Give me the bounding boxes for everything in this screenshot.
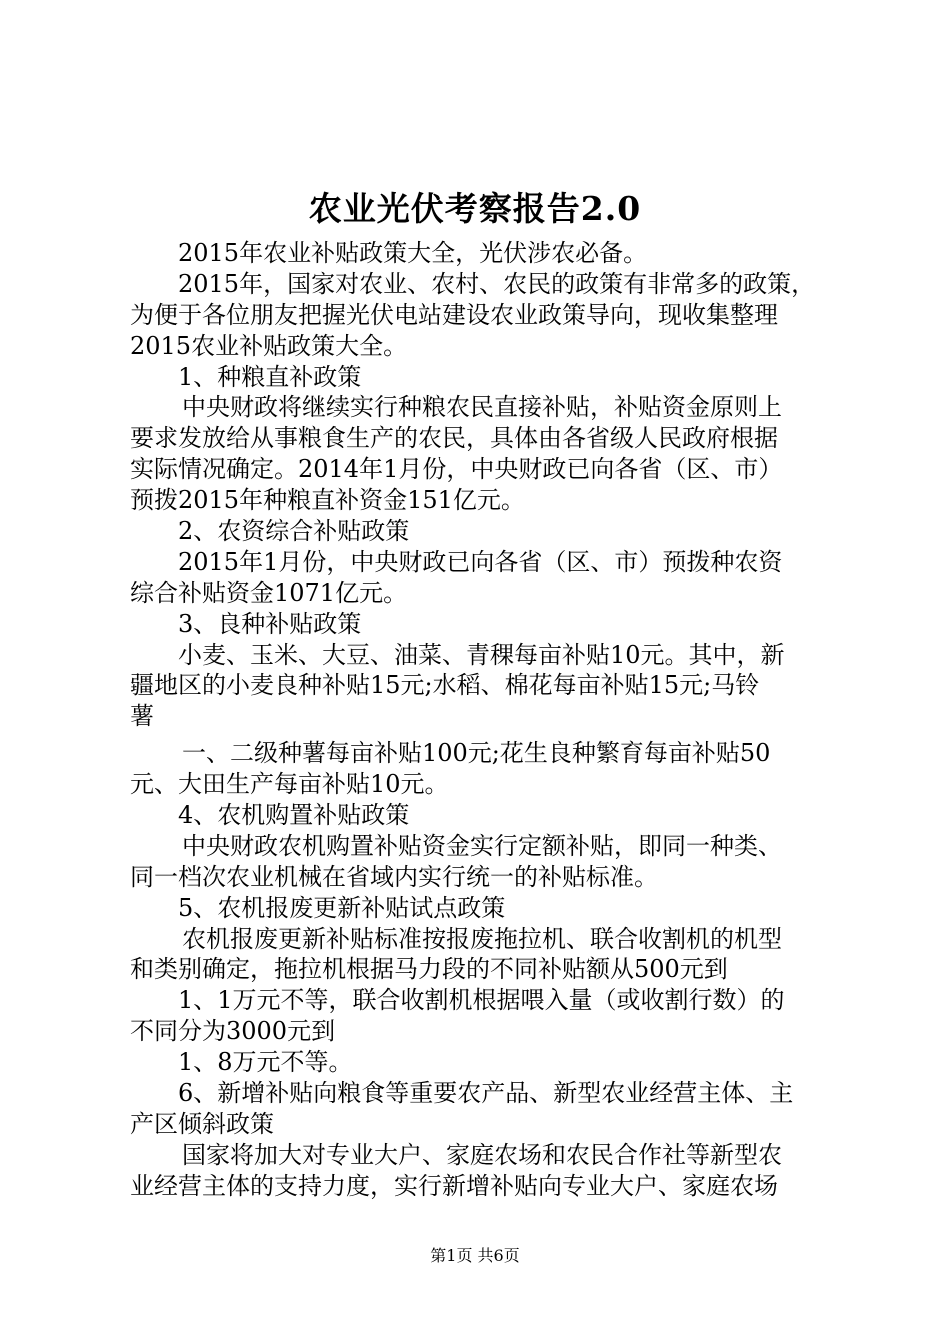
section-heading: 3、良种补贴政策 <box>178 609 362 638</box>
text-line: 综合补贴资金1071亿元。 <box>130 578 408 607</box>
text-line: 1、1万元不等，联合收割机根据喂入量（或收割行数）的 <box>178 986 785 1015</box>
section-heading: 1、种粮直补政策 <box>178 362 362 391</box>
page-footer <box>0 1244 950 1268</box>
text-line: 2015年1月份，中央财政已向各省（区、市）预拨种农资 <box>178 547 783 576</box>
text-line: 预拨2015年种粮直补资金151亿元。 <box>130 486 525 515</box>
document-title: 农业光伏考察报告2.0 <box>308 189 642 228</box>
text-line: 2015年农业补贴政策大全，光伏涉农必备。 <box>178 239 648 267</box>
text-line: 为便于各位朋友把握光伏电站建设农业政策导向，现收集整理 <box>130 300 778 329</box>
text-line: 业经营主体的支持力度，实行新增补贴向专业大户、家庭农场 <box>130 1171 778 1200</box>
text-line: 1、8万元不等。 <box>178 1048 353 1077</box>
text-line: 元、大田生产每亩补贴10元。 <box>130 770 449 799</box>
text-line: 要求发放给从事粮食生产的农民，具体由各省级人民政府根据 <box>130 424 778 453</box>
text-line: 中央财政农机购置补贴资金实行定额补贴，即同一种类、 <box>182 831 782 860</box>
text-line: 2015年，国家对农业、农村、农民的政策有非常多的政策， <box>178 269 816 298</box>
text-line: 2015农业补贴政策大全。 <box>130 331 408 360</box>
text-line: 疆地区的小麦良种补贴15元;水稻、棉花每亩补贴15元;马铃 <box>130 671 760 700</box>
section-heading: 2、农资综合补贴政策 <box>178 517 410 546</box>
text-line: 不同分为3000元到 <box>130 1017 336 1046</box>
text-line: 农机报废更新补贴标准按报废拖拉机、联合收割机的机型 <box>182 924 782 953</box>
text-line: 中央财政将继续实行种粮农民直接补贴，补贴资金原则上 <box>182 393 782 422</box>
text-line: 薯 <box>130 702 154 731</box>
page-indicator: 第1页 共6页 <box>430 1246 520 1265</box>
text-line: 和类别确定，拖拉机根据马力段的不同补贴额从500元到 <box>130 955 728 984</box>
section-heading: 5、农机报废更新补贴试点政策 <box>178 893 506 922</box>
text-line: 国家将加大对专业大户、家庭农场和农民合作社等新型农 <box>182 1140 782 1169</box>
text-line: 一、二级种薯每亩补贴100元;花生良种繁育每亩补贴50 <box>182 739 771 768</box>
text-line: 产区倾斜政策 <box>130 1109 274 1138</box>
text-line: 实际情况确定。2014年1月份，中央财政已向各省（区、市） <box>130 455 783 484</box>
section-heading: 6、新增补贴向粮食等重要农产品、新型农业经营主体、主 <box>178 1079 794 1108</box>
section-heading: 4、农机购置补贴政策 <box>178 801 410 830</box>
document-body <box>130 238 830 1202</box>
text-line: 小麦、玉米、大豆、油菜、青稞每亩补贴10元。其中，新 <box>178 640 785 669</box>
text-line: 同一档次农业机械在省域内实行统一的补贴标准。 <box>130 862 658 891</box>
